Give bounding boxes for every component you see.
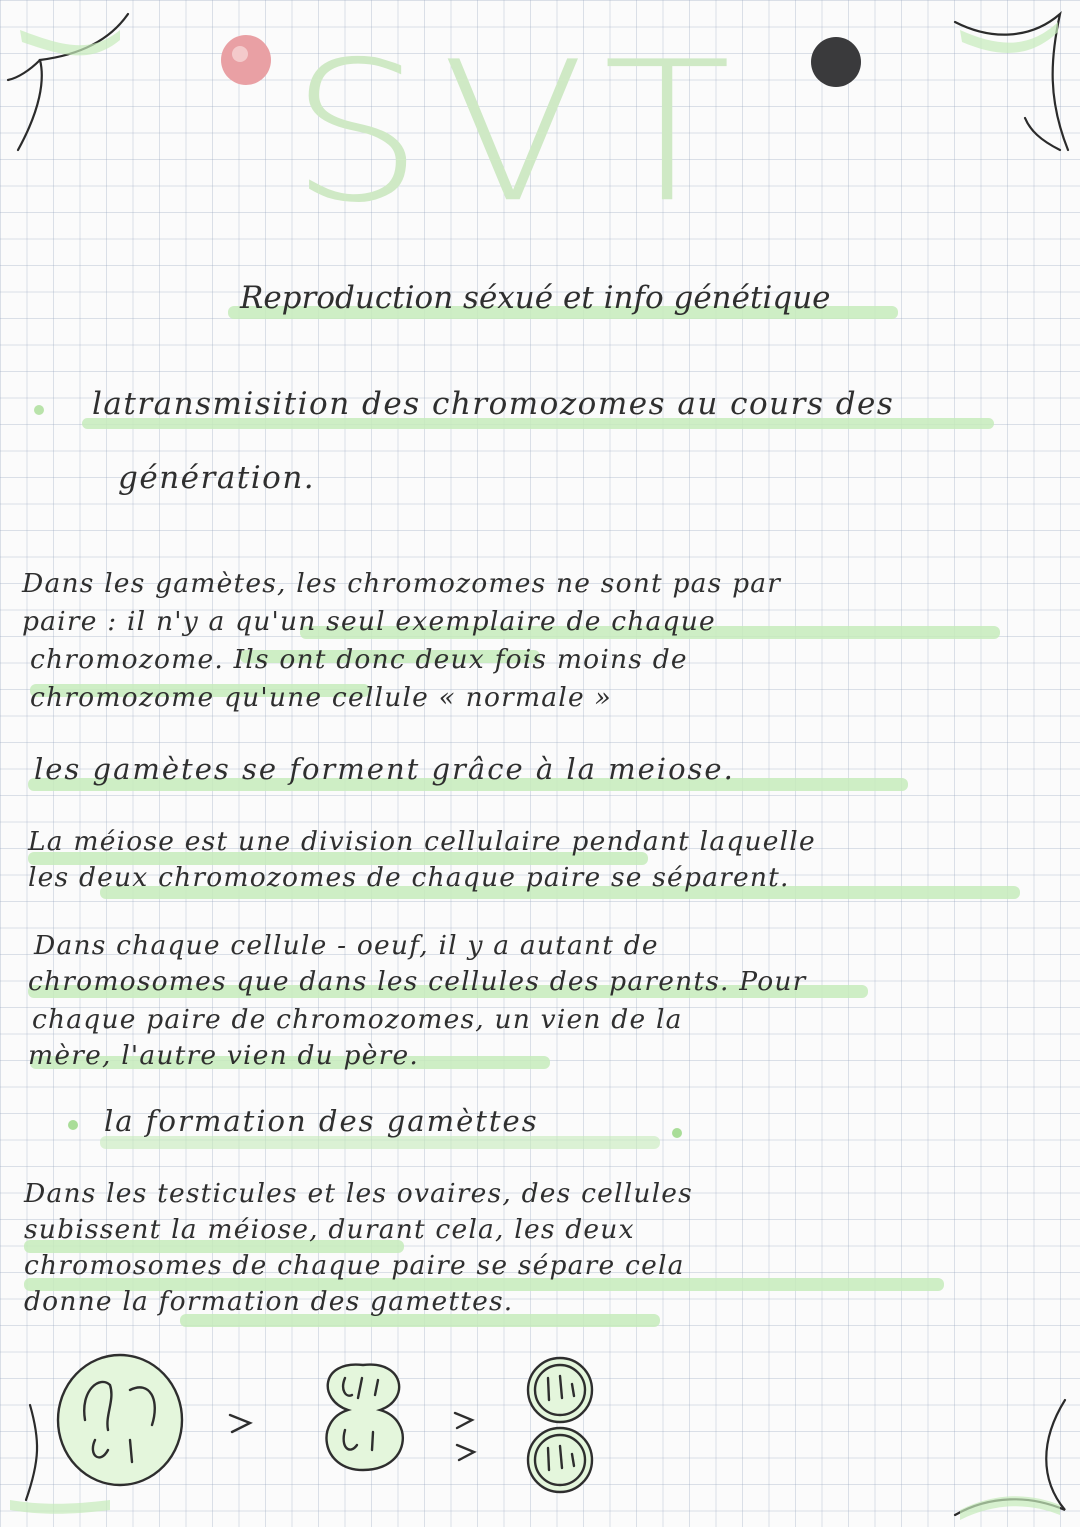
paragraph-5-line-2: subissent la méiose, durant cela, les deux — [24, 1214, 635, 1245]
corner-ornament-top-right — [955, 14, 1068, 150]
paragraph-1-line-2: paire : il n'y a qu'un seul exemplaire de chaque — [22, 606, 716, 637]
paragraph-4-line-4: mère, l'autre vien du père. — [28, 1040, 419, 1071]
paragraph-1-line-1: Dans les gamètes, les chromozomes ne sont pas par — [22, 568, 782, 599]
paragraph-5-line-4: donne la formation des gamettes. — [24, 1286, 514, 1317]
section-heading-line-1: latransmisition des chromozomes au cours des — [92, 386, 895, 422]
corner-ornament-top-left — [18, 14, 128, 150]
section-heading-line-2: génération. — [118, 460, 316, 496]
pink-pin-icon — [221, 35, 271, 85]
paragraph-4-line-2: chromosomes que dans les cellules des parents. Pour — [28, 966, 807, 997]
page-title: SVT — [290, 19, 750, 246]
subtitle: Reproduction séxué et info génétique — [240, 280, 831, 316]
cell-division-diagram — [58, 1355, 592, 1492]
corner-ornament-bottom-left — [26, 1405, 37, 1500]
paragraph-4-line-1: Dans chaque cellule - oeuf, il y a autant de — [34, 930, 659, 961]
paragraph-4-line-3: chaque paire de chromozomes, un vien de la — [32, 1004, 683, 1035]
paragraph-5-line-3: chromosomes de chaque paire se sépare cela — [24, 1250, 685, 1281]
paragraph-3-line-1: La méiose est une division cellulaire pendant laquelle — [28, 826, 816, 857]
sub-heading: la formation des gamèttes — [104, 1104, 539, 1138]
paragraph-3-line-2: les deux chromozomes de chaque paire se séparent. — [28, 862, 790, 893]
paragraph-1-line-3: chromozome. Ils ont donc deux fois moins de — [30, 644, 688, 675]
paragraph-5-line-1: Dans les testicules et les ovaires, des cellules — [24, 1178, 693, 1209]
corner-ornament-bottom-right — [955, 1400, 1065, 1515]
paragraph-2: les gamètes se forment grâce à la meiose. — [34, 752, 735, 786]
paragraph-1-line-4: chromozome qu'une cellule « normale » — [30, 682, 612, 713]
dark-pin-icon — [811, 37, 861, 87]
